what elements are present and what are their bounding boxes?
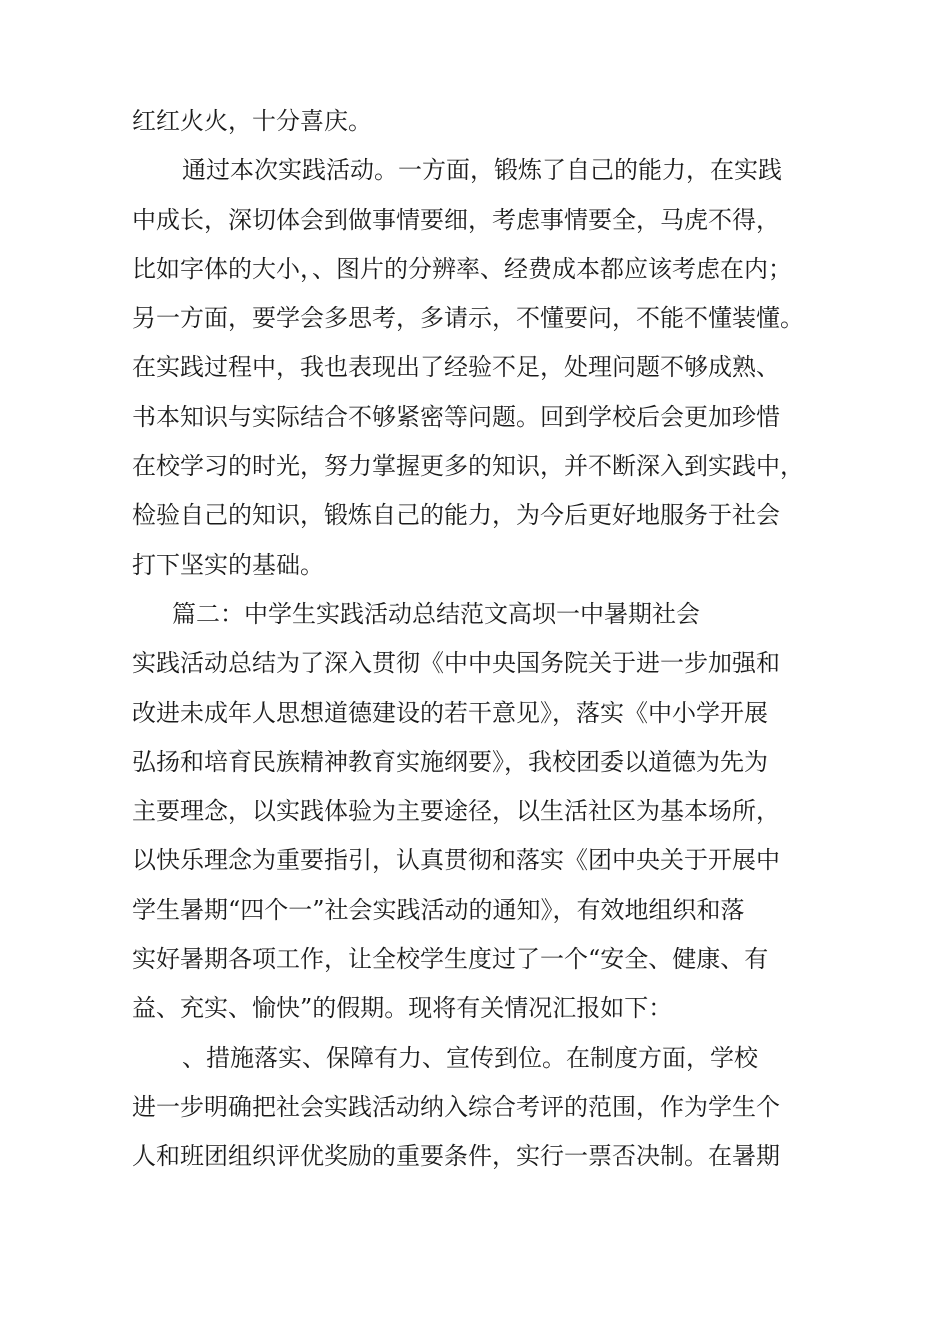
text-line: 检验自己的知识，锻炼自己的能力，为今后更好地服务于社会	[132, 501, 780, 530]
text-line: 以快乐理念为重要指引，认真贯彻和落实《团中央关于开展中	[132, 846, 780, 875]
text-line: 打下坚实的基础。	[132, 550, 324, 579]
section-heading-line: 篇二：中学生实践活动总结范文高坝一中暑期社会	[172, 599, 700, 628]
text-line: 进一步明确把社会实践活动纳入综合考评的范围，作为学生个	[132, 1092, 780, 1121]
text-line: 另一方面，要学会多思考，多请示，不懂要问，不能不懂装懂。	[132, 304, 804, 333]
text-line: 、措施落实、保障有力、宣传到位。在制度方面，学校	[182, 1043, 758, 1072]
text-line: 中成长，深切体会到做事情要细，考虑事情要全，马虎不得，	[132, 205, 780, 234]
text-line: 学生暑期“四个一”社会实践活动的通知》，有效地组织和落	[132, 895, 745, 924]
text-line: 弘扬和培育民族精神教育实施纲要》，我校团委以道德为先为	[132, 747, 768, 776]
text-line: 人和班团组织评优奖励的重要条件，实行一票否决制。在暑期	[132, 1142, 780, 1171]
text-line: 益、充实、愉快”的假期。现将有关情况汇报如下：	[132, 994, 673, 1023]
text-line: 比如字体的大小，、图片的分辨率、经费成本都应该考虑在内；	[132, 254, 792, 283]
text-line: 改进未成年人思想道德建设的若干意见》，落实《中小学开展	[132, 698, 768, 727]
document-body	[132, 97, 892, 1182]
text-line: 通过本次实践活动。一方面，锻炼了自己的能力，在实践	[182, 156, 782, 185]
text-line: 红红火火，十分喜庆。	[132, 107, 372, 135]
text-line: 主要理念，以实践体验为主要途径，以生活社区为基本场所，	[132, 797, 780, 826]
text-line: 实践活动总结为了深入贯彻《中中央国务院关于进一步加强和	[132, 649, 780, 678]
text-line: 在实践过程中，我也表现出了经验不足，处理问题不够成熟、	[132, 353, 780, 382]
text-line: 实好暑期各项工作，让全校学生度过了一个“安全、健康、有	[132, 945, 769, 974]
text-line: 书本知识与实际结合不够紧密等问题。回到学校后会更加珍惜	[132, 402, 780, 431]
text-line: 在校学习的时光，努力掌握更多的知识，并不断深入到实践中，	[132, 452, 804, 481]
